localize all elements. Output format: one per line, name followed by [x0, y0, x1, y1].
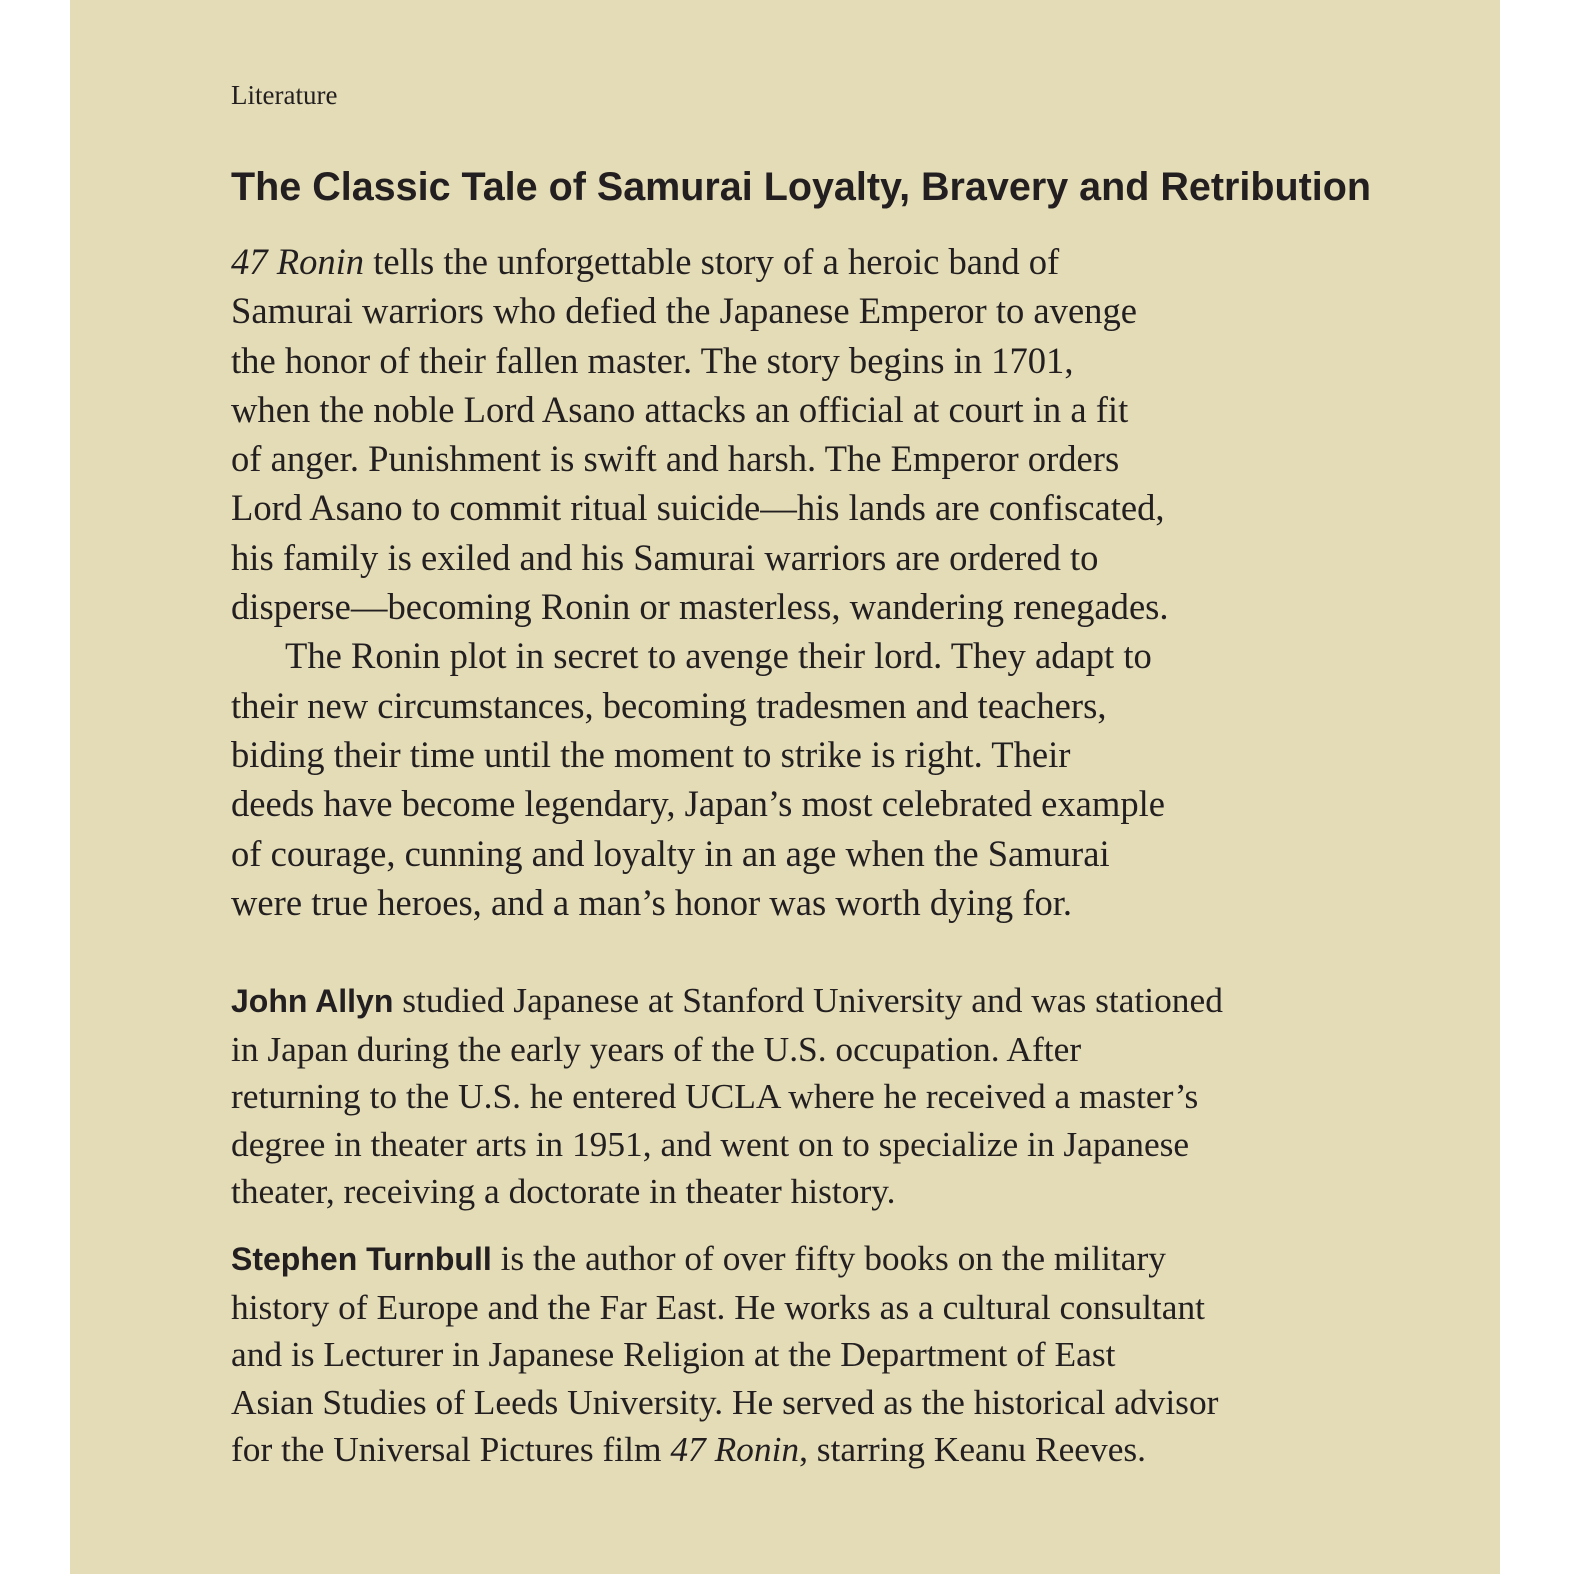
description-line: the honor of their fallen master. The story begins in 1701, [231, 339, 1074, 381]
author-name: John Allyn [231, 983, 394, 1019]
bio-line: returning to the U.S. he entered UCLA where he received a master’s [231, 1076, 1199, 1116]
description-line: The Ronin plot in secret to avenge their lord. They adapt to [285, 635, 1152, 677]
category-label: Literature [231, 80, 338, 110]
bio-line: in Japan during the early years of the U.S. occupation. After [231, 1028, 1082, 1069]
bio-line: Stephen Turnbull is the author of over fifty books on the military [231, 1238, 1166, 1278]
author-bio-turnbull [231, 1235, 1391, 1474]
bio-line: Asian Studies of Leeds University. He served as the historical advisor [231, 1381, 1219, 1422]
bio-line: degree in theater arts in 1951, and went on to specialize in Japanese [231, 1123, 1190, 1164]
author-name: Stephen Turnbull [231, 1241, 492, 1277]
author-bio-allyn [231, 977, 1391, 1216]
description-line: biding their time until the moment to strike is right. Their [231, 733, 1071, 775]
description-line: disperse—becoming Ronin or masterless, wandering renegades. [231, 586, 1169, 628]
description-line: their new circumstances, becoming tradesmen and teachers, [231, 684, 1107, 726]
bio-line: John Allyn studied Japanese at Stanford University and was stationed [231, 980, 1223, 1020]
film-title-italic: 47 Ronin [670, 1429, 800, 1469]
description-line: of courage, cunning and loyalty in an age when the Samurai [231, 832, 1110, 874]
description-line: when the noble Lord Asano attacks an official at court in a fit [231, 388, 1129, 430]
description-line: were true heroes, and a man’s honor was worth dying for. [231, 881, 1073, 923]
bio-line: history of Europe and the Far East. He works as a cultural consultant [231, 1286, 1205, 1327]
book-title-italic: 47 Ronin [231, 241, 365, 282]
bio-line: theater, receiving a doctorate in theater history. [231, 1171, 896, 1211]
headline: The Classic Tale of Samurai Loyalty, Bravery and Retribution [231, 165, 1371, 209]
bio-line: for the Universal Pictures film 47 Ronin, starring Keanu Reeves. [231, 1429, 1147, 1469]
book-description [231, 237, 1391, 927]
bio-line: and is Lecturer in Japanese Religion at the Department of East [231, 1334, 1116, 1374]
description-line: 47 Ronin tells the unforgettable story of a heroic band of [231, 241, 1060, 282]
description-line: Lord Asano to commit ritual suicide—his lands are confiscated, [231, 487, 1165, 529]
description-line: of anger. Punishment is swift and harsh. The Emperor orders [231, 438, 1120, 480]
description-line: deeds have become legendary, Japan’s most celebrated example [231, 783, 1166, 825]
description-line: Samurai warriors who defied the Japanese Emperor to avenge [231, 290, 1137, 332]
description-line: his family is exiled and his Samurai warriors are ordered to [231, 536, 1099, 578]
